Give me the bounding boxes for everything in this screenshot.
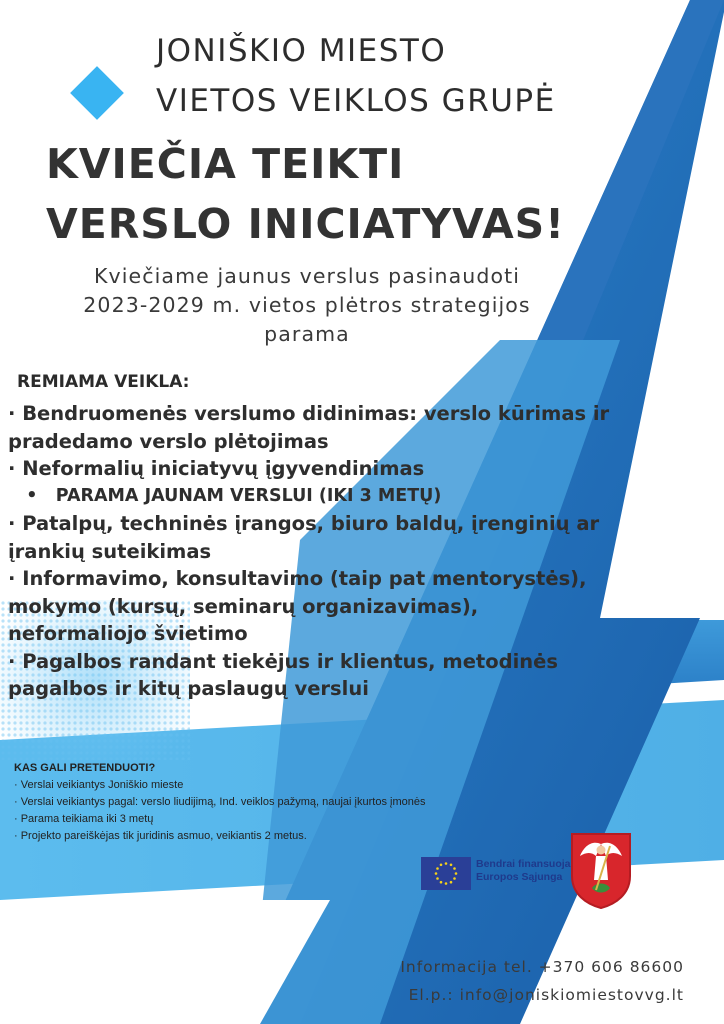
support-line: • PARAMA JAUNAM VERSLUI (IKI 3 METŲ) bbox=[8, 485, 442, 506]
eligibility-item: · Verslai veikiantys pagal: verslo liudijimą, Ind. veiklos pažymą, naujai įkurtos įmonės bbox=[14, 796, 426, 808]
eu-label-line-2: Europos Sąjunga bbox=[476, 871, 563, 883]
support-line: · Patalpų, techninės įrangos, biuro baldų, įrenginių ar bbox=[8, 512, 600, 535]
headline-line-2: VERSLO INICIATYVAS! bbox=[46, 200, 565, 248]
eu-funding-label bbox=[476, 858, 571, 884]
support-line: pradedamo verslo plėtojimas bbox=[8, 429, 329, 453]
support-line: įrankių suteikimas bbox=[8, 539, 212, 563]
intro-line-3: parama bbox=[264, 322, 350, 346]
support-list bbox=[8, 400, 698, 703]
support-line: · Informavimo, konsultavimo (taip pat mentorystės), bbox=[8, 567, 587, 590]
contact-phone: Informacija tel. +370 606 86600 bbox=[400, 958, 684, 976]
eu-flag-icon bbox=[421, 857, 471, 890]
eligibility-item: · Verslai veikiantys Joniškio mieste bbox=[14, 779, 184, 791]
support-line: pagalbos ir kitų paslaugų verslui bbox=[8, 677, 369, 700]
support-heading: REMIAMA VEIKLA: bbox=[17, 372, 190, 392]
eligibility-item: · Projekto pareiškėjas tik juridinis asmuo, veikiantis 2 metus. bbox=[14, 830, 307, 842]
eligibility-heading: KAS GALI PRETENDUOTI? bbox=[14, 762, 156, 774]
eu-label-line-1: Bendrai finansuoja bbox=[476, 858, 571, 870]
coat-of-arms-icon bbox=[570, 832, 632, 910]
org-line-2: VIETOS VEIKLOS GRUPĖ bbox=[156, 83, 556, 119]
eligibility-item: · Parama teikiama iki 3 metų bbox=[14, 813, 154, 825]
headline-line-1: KVIEČIA TEIKTI bbox=[46, 140, 405, 188]
organization-name bbox=[156, 26, 556, 126]
support-line: mokymo (kursų, seminarų organizavimas), bbox=[8, 594, 479, 618]
intro-text bbox=[0, 262, 614, 349]
support-line: · Pagalbos randant tiekėjus ir klientus, metodinės bbox=[8, 649, 558, 673]
support-line: · Bendruomenės verslumo didinimas: verslo kūrimas ir bbox=[8, 402, 610, 425]
support-line: · Neformalių iniciatyvų įgyvendinimas bbox=[8, 457, 425, 480]
intro-line-2: 2023-2029 m. vietos plėtros strategijos bbox=[83, 293, 531, 317]
contact-email[interactable]: El.p.: info@joniskiomiestovvg.lt bbox=[408, 986, 684, 1004]
support-line: neformaliojo švietimo bbox=[8, 622, 248, 645]
eligibility-section bbox=[14, 760, 425, 845]
org-line-1: JONIŠKIO MIESTO bbox=[156, 33, 447, 69]
intro-line-1: Kviečiame jaunus verslus pasinaudoti bbox=[93, 264, 521, 288]
